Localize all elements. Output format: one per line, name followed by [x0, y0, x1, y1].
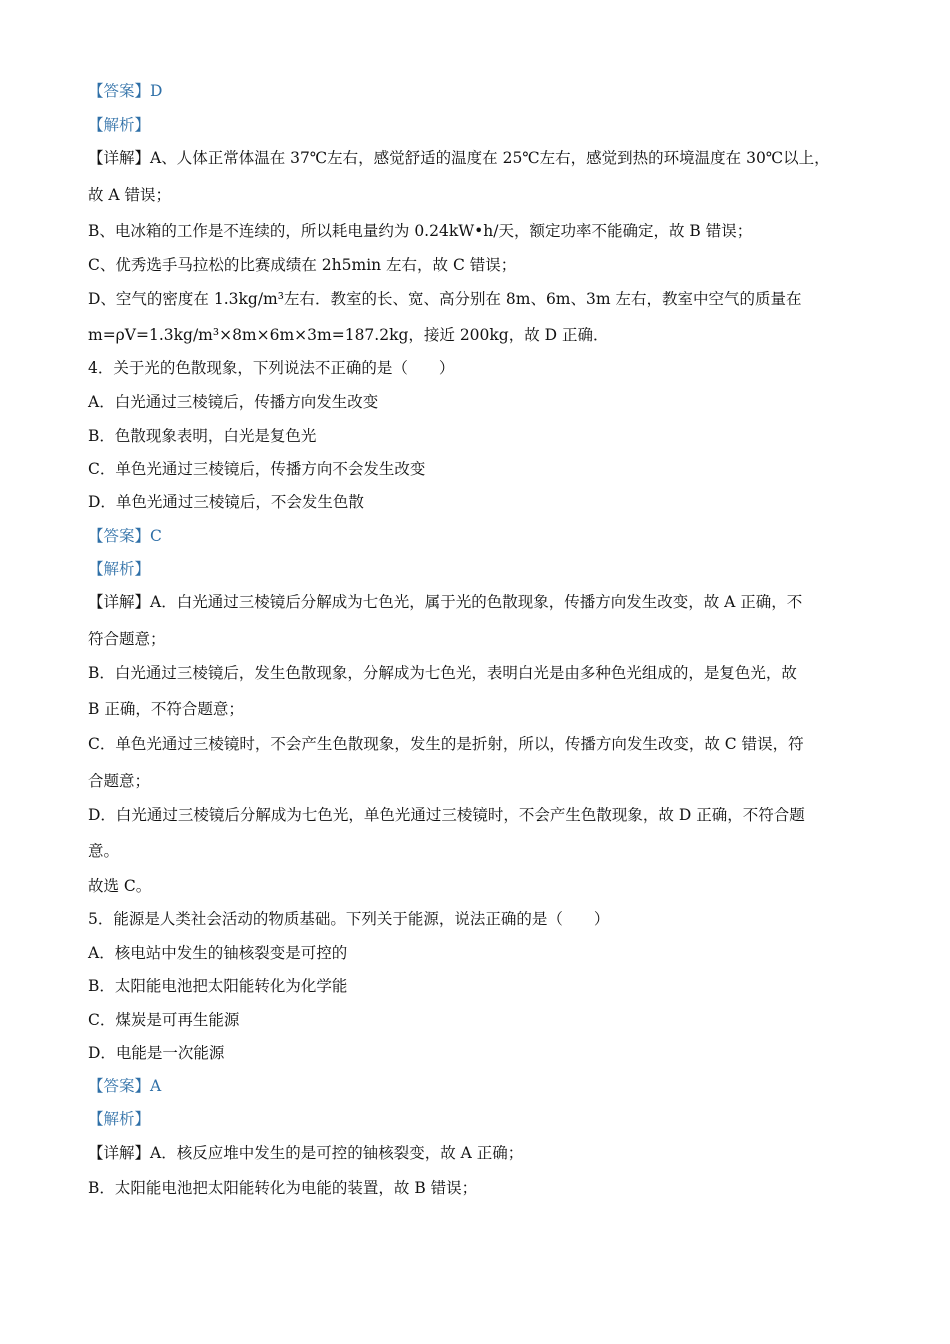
- q4-detail-line-6: 合题意；: [88, 772, 151, 790]
- q5-detail-line-1: 【详解】A．核反应堆中发生的是可控的铀核裂变，故 A 正确；: [88, 1144, 524, 1162]
- q3-detail-line-2: 故 A 错误；: [88, 186, 172, 204]
- q3-detail-line-6: m=ρV=1.3kg/m³×8m×6m×3m=187.2kg，接近 200kg，故 D 正确．: [88, 326, 609, 344]
- q5-answer: 【答案】A: [88, 1077, 162, 1095]
- q4-detail-line-8: 意。: [88, 842, 120, 860]
- q3-detail-line-5: D、空气的密度在 1.3kg/m³左右．教室的长、宽、高分别在 8m、6m、3m 左右，教室中空气的质量在: [88, 290, 802, 308]
- q5-option-b: B．太阳能电池把太阳能转化为化学能: [88, 977, 348, 995]
- q3-answer: 【答案】D: [88, 82, 163, 100]
- q5-option-d: D．电能是一次能源: [88, 1044, 225, 1062]
- q5-detail-line-2: B．太阳能电池把太阳能转化为电能的装置，故 B 错误；: [88, 1179, 478, 1197]
- q3-analysis-label: 【解析】: [88, 116, 151, 134]
- q4-detail-line-1: 【详解】A．白光通过三棱镜后分解成为七色光，属于光的色散现象，传播方向发生改变，故 A 正确，不: [88, 593, 803, 611]
- q4-detail-line-7: D．白光通过三棱镜后分解成为七色光，单色光通过三棱镜时，不会产生色散现象，故 D 正确，不符合题: [88, 806, 805, 824]
- q3-detail-line-1: 【详解】A、人体正常体温在 37℃左右，感觉舒适的温度在 25℃左右，感觉到热的环境温度在 30℃以上，: [88, 149, 830, 167]
- q4-conclusion: 故选 C。: [88, 877, 152, 895]
- q5-option-a: A．核电站中发生的铀核裂变是可控的: [88, 944, 348, 962]
- q4-analysis-label: 【解析】: [88, 560, 151, 578]
- q4-detail-line-4: B 正确，不符合题意；: [88, 700, 244, 718]
- q4-option-b: B．色散现象表明，白光是复色光: [88, 427, 317, 445]
- q4-detail-line-2: 符合题意；: [88, 630, 166, 648]
- q3-detail-line-3: B、电冰箱的工作是不连续的，所以耗电量约为 0.24kW•h/天，额定功率不能确定，故 B 错误；: [88, 222, 753, 240]
- q4-detail-line-5: C．单色光通过三棱镜时，不会产生色散现象，发生的是折射，所以，传播方向发生改变，故 C 错误，符: [88, 735, 804, 753]
- q3-detail-line-4: C、优秀选手马拉松的比赛成绩在 2h5min 左右，故 C 错误；: [88, 256, 517, 274]
- q4-option-a: A．白光通过三棱镜后，传播方向发生改变: [88, 393, 379, 411]
- q4-option-c: C．单色光通过三棱镜后，传播方向不会发生改变: [88, 460, 426, 478]
- q5-option-c: C．煤炭是可再生能源: [88, 1011, 240, 1029]
- q4-option-d: D．单色光通过三棱镜后，不会发生色散: [88, 493, 364, 511]
- q4-answer: 【答案】C: [88, 527, 162, 545]
- q5-question: 5．能源是人类社会活动的物质基础。下列关于能源，说法正确的是（ ）: [88, 910, 610, 928]
- q5-analysis-label: 【解析】: [88, 1110, 151, 1128]
- q4-question: 4．关于光的色散现象，下列说法不正确的是（ ）: [88, 359, 455, 377]
- q4-detail-line-3: B．白光通过三棱镜后，发生色散现象，分解成为七色光，表明白光是由多种色光组成的，是复色光，故: [88, 664, 797, 682]
